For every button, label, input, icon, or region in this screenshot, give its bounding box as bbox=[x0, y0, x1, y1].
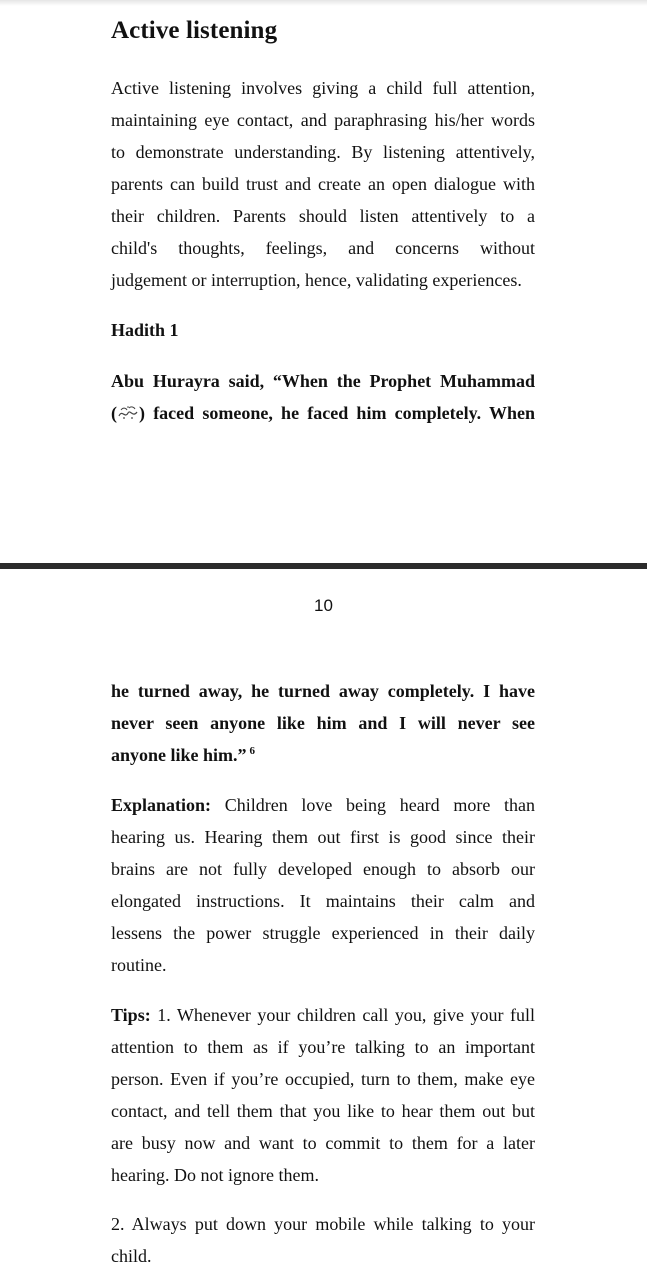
explanation-paragraph bbox=[111, 789, 535, 981]
tips-first-line: 1. Whenever your children call you, give your full bbox=[150, 1005, 535, 1025]
intro-line: to demonstrate understanding. By listening attentively, bbox=[111, 142, 535, 162]
hadith-line-rest: ) faced someone, he faced him completely. When bbox=[139, 403, 535, 423]
hadith-line bbox=[111, 397, 535, 429]
tip-2-paragraph bbox=[111, 1208, 535, 1272]
hadith-title: Hadith 1 bbox=[111, 320, 179, 340]
page-upper bbox=[0, 0, 647, 563]
hadith-text-continued bbox=[111, 675, 535, 771]
explanation-line: routine. bbox=[111, 955, 167, 975]
tips-line: attention to them as if you’re talking to an important bbox=[111, 1037, 535, 1057]
footnote-reference[interactable]: 6 bbox=[249, 745, 256, 757]
intro-line: parents can build trust and create an open dialogue with bbox=[111, 174, 535, 194]
intro-paragraph bbox=[111, 72, 535, 296]
tips-line: are busy now and want to commit to them for a later bbox=[111, 1133, 535, 1153]
explanation-line: brains are not fully developed enough to absorb our bbox=[111, 859, 535, 879]
intro-line: their children. Parents should listen attentively to a bbox=[111, 206, 535, 226]
section-heading-block bbox=[111, 15, 535, 47]
explanation-line: elongated instructions. It maintains their calm and bbox=[111, 891, 535, 911]
hadith-line: he turned away, he turned away completely. I have bbox=[111, 681, 535, 701]
intro-line: judgement or interruption, hence, validating experiences. bbox=[111, 270, 522, 290]
explanation-line: hearing us. Hearing them out first is good since their bbox=[111, 827, 535, 847]
hadith-last-line: anyone like him.” bbox=[111, 745, 247, 765]
hadith-line bbox=[111, 739, 535, 771]
tips-label: Tips: bbox=[111, 1005, 151, 1025]
intro-line: Active listening involves giving a child full attention, bbox=[111, 78, 535, 98]
page-lower bbox=[0, 569, 647, 1281]
tips-line: contact, and tell them that you like to hear them out but bbox=[111, 1101, 535, 1121]
tips-paragraph bbox=[111, 999, 535, 1191]
section-heading: Active listening bbox=[111, 17, 278, 44]
explanation-first-line: Children love being heard more than bbox=[211, 795, 535, 815]
hadith-text-upper bbox=[111, 365, 535, 429]
page-number: 10 bbox=[314, 596, 333, 615]
explanation-line bbox=[111, 789, 535, 821]
tips-line bbox=[111, 999, 535, 1031]
tip-2-line: 2. Always put down your mobile while talking to your bbox=[111, 1214, 535, 1234]
hadith-title-block bbox=[111, 314, 535, 346]
tips-line: person. Even if you’re occupied, turn to them, make eye bbox=[111, 1069, 535, 1089]
tips-line: hearing. Do not ignore them. bbox=[111, 1165, 319, 1185]
tip-2-line: child. bbox=[111, 1246, 152, 1266]
explanation-line: lessens the power struggle experienced in their daily bbox=[111, 923, 535, 943]
explanation-label: Explanation: bbox=[111, 795, 212, 815]
salawat-calligraphy-icon bbox=[117, 405, 139, 421]
intro-line: maintaining eye contact, and paraphrasing his/her words bbox=[111, 110, 535, 130]
open-paren: ( bbox=[111, 403, 117, 423]
hadith-line: never seen anyone like him and I will never see bbox=[111, 713, 535, 733]
intro-line: child's thoughts, feelings, and concerns without bbox=[111, 238, 535, 258]
hadith-line: Abu Hurayra said, “When the Prophet Muhammad bbox=[111, 371, 535, 391]
